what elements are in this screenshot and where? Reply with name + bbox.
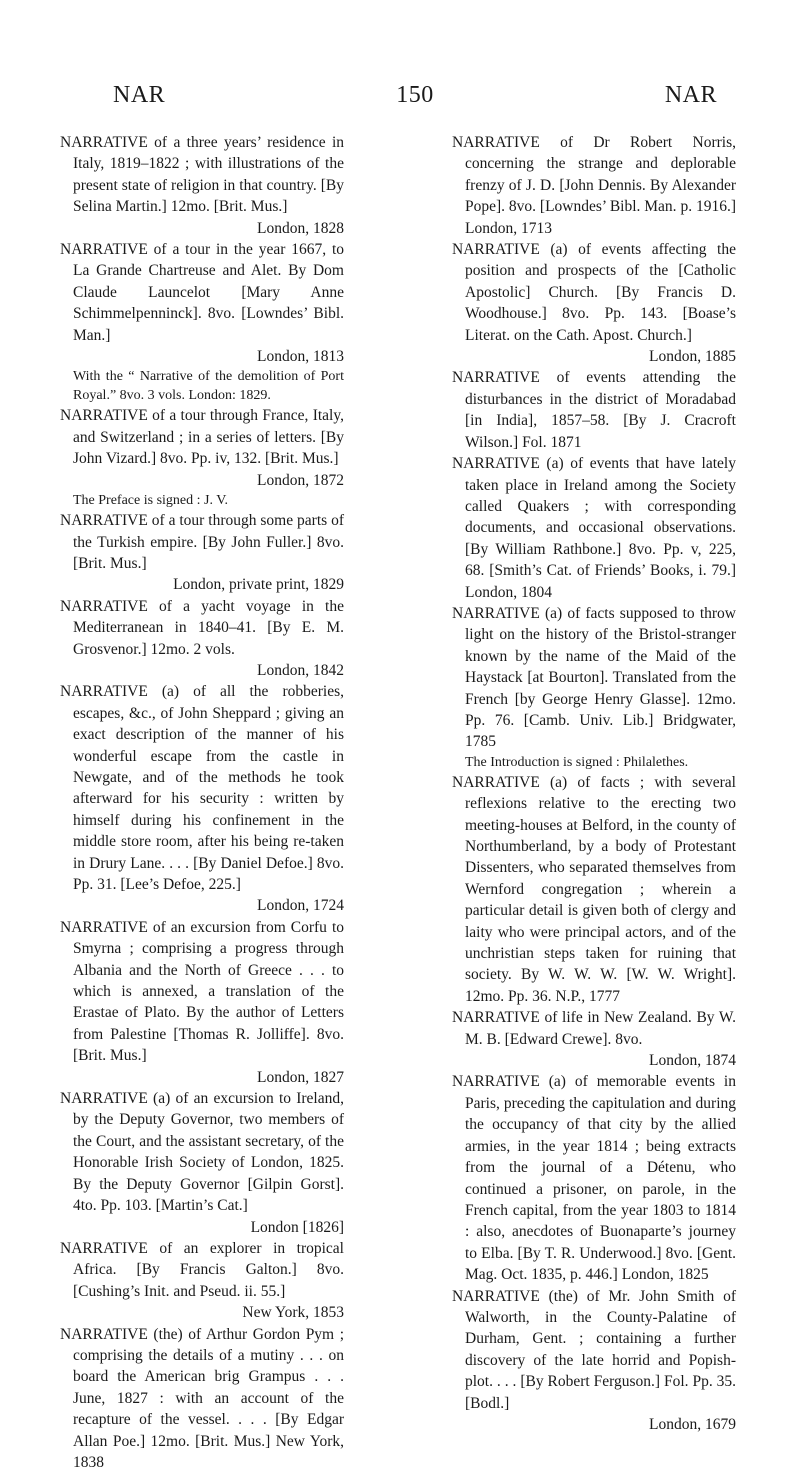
entry [60, 681, 344, 916]
entry [452, 603, 736, 772]
entry [452, 1007, 736, 1071]
header-left-keyword: NAR [113, 82, 166, 108]
entry-text: NARRATIVE of an excursion from Corfu to Smyrna ; comprising a progress through Albania and the North of Greece . . . to which is annexed, a translation of the Erastae of Plato. By the author of Letters from Palestine [Thomas R. Jolliffe]. 8vo. [Brit. Mus.] [60, 918, 344, 1065]
entry-note: With the “ Narrative of the demolition of Port Royal.” 8vo. 3 vols. London: 1829. [73, 369, 344, 404]
entry-text: NARRATIVE of a tour through France, Italy, and Switzerland ; in a series of letters. [By John Vizard.] 8vo. Pp. iv, 132. [Brit. Mus.] [60, 407, 344, 468]
entry [452, 1071, 736, 1285]
entry-text: NARRATIVE of a three years’ residence in Italy, 1819–1822 ; with illustrations of the present state of religion in that country. [By Selina Martin.] 12mo. [Brit. Mus.] [60, 134, 344, 216]
entry-text: NARRATIVE (the) of Mr. John Smith of Walworth, in the County-Palatine of Durham, Gent. ; containing a further discovery of the late horrid and Popish-plot. . . . [By Robert Ferguson.] Fol. Pp. 35. [Bodl.] [452, 1287, 736, 1412]
entry-text: NARRATIVE (a) of facts ; with several reflexions relative to the erecting two meeting-houses at Belford, in the county of Northumberland, by a body of Protestant Dissenters, who separated themselves from Wernford congregation ; wherein a particular detail is given both of clergy and laity who were principal actors, and of the unchristian steps taken for ruining that society. By W. W. W. [W. W. Wright]. 12mo. Pp. 36. N.P., 1777 [452, 773, 736, 1005]
entry-imprint: London, 1872 [257, 471, 344, 489]
entry [60, 1088, 344, 1238]
entry [60, 510, 344, 596]
entry [452, 367, 736, 453]
entry-text: NARRATIVE (a) of events affecting the position and prospects of the [Catholic Apostolic] Church. [By Francis D. Woodhouse.] 8vo. Pp. 143. [Boase’s Literat. on the Cath. Apost. Church.] [452, 241, 736, 344]
entry-text: NARRATIVE (a) of facts supposed to throw light on the history of the Bristol-stranger known by the name of the Maid of the Haystack [at Bourton]. Translated from the French [by George Henry Glasse]. 12mo. Pp. 76. [Camb. Univ. Lib.] Bridgwater, 1785 [452, 604, 736, 751]
right-column [452, 132, 736, 1435]
entry [452, 239, 736, 367]
entry-text: NARRATIVE of a tour through some parts of the Turkish empire. [By John Fuller.] 8vo. [Brit. Mus.] [60, 512, 344, 572]
entry-imprint: London, 1813 [257, 348, 344, 366]
entry-imprint: London, 1885 [649, 348, 736, 366]
entry-note: The Preface is signed : J. V. [73, 493, 229, 509]
entry [60, 405, 344, 510]
entry [60, 596, 344, 682]
left-column [60, 132, 344, 1473]
entry-imprint: London [1826] [250, 1218, 344, 1236]
running-header [113, 82, 717, 112]
entry-imprint: London, 1874 [649, 1052, 736, 1070]
entry-imprint: London, 1842 [257, 661, 344, 679]
entry-text: NARRATIVE (a) of all the robberies, escapes, &c., of John Sheppard ; giving an exact description of the manner of his wonderful escape from the castle in Newgate, and of the methods he took afterward for his security : written by himself during his confinement in the middle store room, after his being re-taken in Drury Lane. . . . [By Daniel Defoe.] 8vo. Pp. 31. [Lee’s Defoe, 225.] [60, 683, 344, 893]
entry-imprint: London, 1679 [649, 1415, 736, 1433]
entry [60, 239, 344, 405]
entry-imprint: London, 1828 [257, 219, 344, 237]
entry [452, 453, 736, 603]
entry [60, 132, 344, 239]
entry-text: NARRATIVE (the) of Arthur Gordon Pym ; comprising the details of a mutiny . . . on board the American brig Grampus . . . June, 1827 : with an account of the recapture of the vessel. . . . [By Edgar Allan Poe.] 12mo. [Brit. Mus.] New York, 1838 [60, 1325, 344, 1471]
entry [60, 1238, 344, 1324]
header-right-keyword: NAR [664, 82, 717, 108]
entry [60, 917, 344, 1088]
entry [452, 132, 736, 239]
entry-text: NARRATIVE of a yacht voyage in the Mediterranean in 1840–41. [By E. M. Grosvenor.] 12mo. 2 vols. [60, 597, 344, 658]
entry-text: NARRATIVE (a) of events that have lately taken place in Ireland among the Society called Quakers ; with corresponding documents, and occasional observations. [By William Rathbone.] 8vo. Pp. v, 225, 68. [Smith’s Cat. of Friends’ Books, i. 79.] London, 1804 [452, 455, 736, 601]
entry-imprint: London, private print, 1829 [173, 576, 344, 594]
entry [452, 772, 736, 1007]
entry-text: NARRATIVE of events attending the disturbances in the district of Moradabad [in India], 1857–58. [By J. Cracroft Wilson.] Fol. 1871 [452, 369, 736, 451]
entry [60, 1324, 344, 1473]
entry-text: NARRATIVE of life in New Zealand. By W. M. B. [Edward Crewe]. 8vo. [452, 1009, 736, 1048]
entry-imprint: London, 1827 [257, 1068, 344, 1086]
entry-text: NARRATIVE of a tour in the year 1667, to La Grande Chartreuse and Alet. By Dom Claude Launcelot [Mary Anne Schimmelpenninck]. 8vo. [Lowndes’ Bibl. Man.] [60, 241, 344, 344]
entry [452, 1286, 736, 1436]
entry-text: NARRATIVE of Dr Robert Norris, concerning the strange and deplorable frenzy of J. D. [John Dennis. By Alexander Pope]. 8vo. [Lowndes’ Bibl. Man. p. 1916.] London, 1713 [452, 134, 736, 237]
entry-text: NARRATIVE of an explorer in tropical Africa. [By Francis Galton.] 8vo. [Cushing’s Init. and Pseud. ii. 55.] [60, 1239, 344, 1300]
entry-imprint: New York, 1853 [242, 1304, 344, 1322]
entry-note: The Introduction is signed : Philalethes. [465, 754, 689, 770]
entry-text: NARRATIVE (a) of an excursion to Ireland, by the Deputy Governor, two members of the Court, and the assistant secretary, of the Honorable Irish Society of London, 1825. By the Deputy Governor [Gilpin Gorst]. 4to. Pp. 103. [Martin’s Cat.] [60, 1090, 344, 1215]
page-number: 150 [396, 82, 434, 108]
entry-imprint: London, 1724 [257, 897, 344, 915]
entry-text: NARRATIVE (a) of memorable events in Paris, preceding the capitulation and during the occupancy of that city by the allied armies, in the year 1814 ; being extracts from the journal of a Détenu, who continued a prisoner, on parole, in the French capital, from the year 1803 to 1814 : also, anecdotes of Buonaparte’s journey to Elba. [By T. R. Underwood.] 8vo. [Gent. Mag. Oct. 1835, p. 446.] London, 1825 [452, 1073, 736, 1284]
